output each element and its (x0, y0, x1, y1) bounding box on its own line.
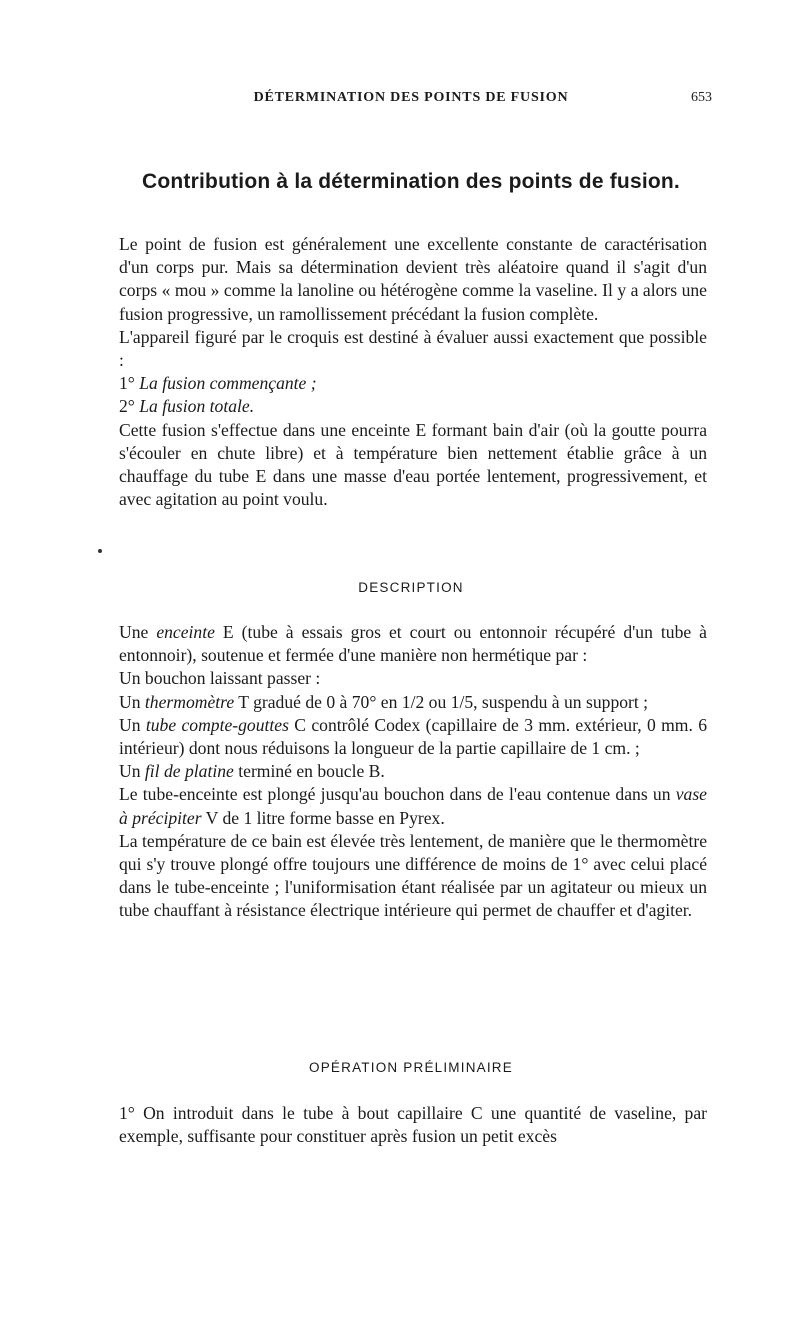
description-paragraph-5: Un fil de platine terminé en boucle B. (119, 761, 385, 782)
section-heading-description: DESCRIPTION (358, 580, 464, 595)
intro-paragraph-1: Le point de fusion est généralement une excellente constante de caractérisation d'un corps pur. Mais sa détermination devient très aléatoire quand il s'agit d'un corps « mou » comme la lanoline ou hétérogène comme la vaseline. Il y a alors une fusion progressive, un ramollissement précédant la fusion complète. (119, 234, 707, 324)
running-head (110, 90, 712, 114)
stray-mark (98, 549, 102, 553)
description-paragraph-4: Un tube compte-gouttes C contrôlé Codex (capillaire de 3 mm. extérieur, 0 mm. 6 intérieur) dont nous réduisons la longueur de la partie capillaire de 1 cm. ; (119, 714, 707, 759)
section-heading-operation: OPÉRATION PRÉLIMINAIRE (309, 1060, 513, 1075)
description-paragraph-7: La température de ce bain est élevée très lentement, de manière que le thermomètre qui s'y trouve plongé offre toujours une différence de moins de 1° avec celui placé dans le tube-enceinte ; l'uniformisation étant réalisée par un agitateur ou mieux un tube chauffant à résistance électrique intérieure qui permet de chauffer et d'agiter. (119, 830, 707, 921)
intro-block (119, 233, 707, 511)
description-paragraph-2: Un bouchon laissant passer : (119, 668, 321, 689)
intro-paragraph-3: Cette fusion s'effectue dans une enceinte E formant bain d'air (où la goutte pourra s'écouler en chute libre) et à température bien nettement établie grâce à un chauffage du tube E dans une masse d'eau portée lentement, progressivement, et avec agitation au point voulu. (119, 419, 707, 510)
description-block (119, 621, 707, 923)
list-item-1: 1° La fusion commençante ; (119, 373, 317, 394)
page-number: 653 (691, 90, 712, 105)
operation-block (119, 1102, 707, 1148)
description-paragraph-3: Un thermomètre T gradué de 0 à 70° en 1/2 ou 1/5, suspendu à un support ; (119, 691, 649, 712)
description-paragraph-1: Une enceinte E (tube à essais gros et court ou entonnoir récupéré d'un tube à entonnoir), soutenue et fermée d'une manière non hermétique par : (119, 622, 707, 666)
running-title: DÉTERMINATION DES POINTS DE FUSION (253, 90, 569, 105)
description-paragraph-6: Le tube-enceinte est plongé jusqu'au bouchon dans de l'eau contenue dans un vase à précipiter V de 1 litre forme basse en Pyrex. (119, 784, 707, 828)
intro-paragraph-2: L'appareil figuré par le croquis est destiné à évaluer aussi exactement que possible : (119, 326, 707, 371)
article-title: Contribution à la détermination des points de fusion. (142, 170, 680, 193)
list-item-2: 2° La fusion totale. (119, 396, 255, 417)
operation-paragraph-1: 1° On introduit dans le tube à bout capillaire C une quantité de vaseline, par exemple, suffisante pour constituer après fusion un petit excès (119, 1103, 707, 1147)
